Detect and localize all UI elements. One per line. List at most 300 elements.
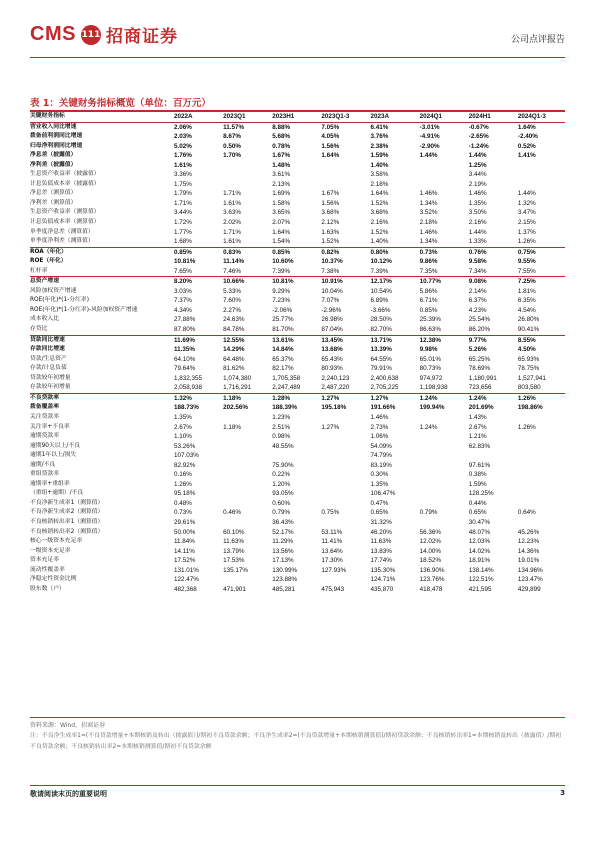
table-row [30, 287, 565, 297]
table-row [30, 518, 565, 528]
column-header-period: 2023Q1 [221, 112, 270, 122]
table-cell [516, 480, 565, 490]
table-cell: 0.76% [467, 247, 516, 257]
row-label: 单季度净利差（测算值） [30, 238, 94, 245]
column-header-period: 2023H1 [270, 112, 319, 122]
table-cell [418, 489, 467, 499]
table-cell: 2.18% [370, 180, 389, 188]
table-cell: 81.62% [223, 365, 245, 373]
table-cell: 18.52% [419, 557, 441, 565]
table-cell: 1.44% [517, 190, 536, 198]
table-cell: 124.71% [370, 576, 396, 584]
table-cell: 1.27% [369, 393, 418, 403]
table-cell: 0.75% [516, 247, 565, 257]
table-cell: 26.80% [517, 316, 540, 324]
table-cell: 138.14% [468, 566, 494, 574]
row-label: 流动性覆盖率 [30, 566, 65, 573]
table-cell: 79.91% [370, 365, 392, 373]
table-cell: -2.40% [517, 133, 538, 141]
table-cell: 435,870 [370, 585, 394, 593]
table-cell: 1.52% [321, 238, 340, 246]
table-cell: 1.28% [270, 393, 319, 403]
table-cell [221, 489, 270, 499]
row-label: 拨备覆盖率 [30, 404, 59, 411]
table-cell: 79.64% [174, 365, 196, 373]
table-cell: 28.50% [370, 316, 392, 324]
table-cell: 7.38% [321, 267, 340, 275]
table-cell: 0.80% [369, 247, 418, 257]
table-cell: 0.82% [319, 247, 368, 257]
table-cell: 4.34% [174, 306, 192, 314]
table-row [30, 451, 565, 461]
row-label: 存款/计息负债 [30, 365, 67, 372]
table-cell [221, 180, 270, 190]
table-cell [418, 499, 467, 509]
table-cell: 95.18% [174, 490, 196, 498]
table-cell: 25.54% [468, 316, 491, 324]
table-cell: 9.86% [419, 258, 438, 266]
table-row [30, 537, 565, 547]
table-cell: 0.46% [223, 509, 241, 517]
table-cell: 3.68% [321, 209, 340, 217]
table-cell: 2.16% [370, 219, 389, 227]
table-cell: 86.20% [468, 326, 491, 334]
table-cell: 1.61% [223, 199, 241, 207]
table-row [30, 267, 565, 277]
table-cell: 17.30% [321, 557, 343, 565]
table-cell: 10.77% [418, 277, 467, 287]
table-cell: 1.61% [223, 238, 241, 246]
table-cell [418, 451, 467, 461]
table-cell [221, 413, 270, 423]
table-cell: -0.67% [468, 123, 489, 131]
table-cell: 1.54% [272, 238, 291, 246]
row-label: 营业收入同比增速 [30, 123, 77, 130]
row-label: 存款较年初增量 [30, 384, 71, 391]
row-label: 逾期贷款率 [30, 433, 59, 440]
table-cell: 2.02% [223, 219, 241, 227]
table-cell: 2.14% [468, 287, 487, 295]
table-cell: -2.06% [272, 306, 293, 314]
table-cell: 1.76% [174, 152, 192, 160]
table-row [30, 199, 565, 209]
table-cell: 1.56% [321, 199, 340, 207]
table-cell: 78.69% [468, 365, 491, 373]
table-cell: 1.24% [467, 393, 516, 403]
table-cell: 10.66% [221, 277, 270, 287]
table-cell: 0.83% [221, 247, 270, 257]
table-cell: 93.05% [272, 490, 294, 498]
table-cell: 4.54% [517, 306, 536, 314]
table-cell: 3.65% [272, 209, 291, 217]
table-cell: 8.55% [516, 335, 565, 345]
table-cell: 0.65% [370, 509, 389, 517]
table-cell: 5.68% [272, 133, 291, 141]
table-cell: 25.39% [419, 316, 441, 324]
table-cell: 1.24% [418, 393, 467, 403]
row-label: 贷款较年初增量 [30, 374, 71, 381]
table-cell: 62.83% [468, 442, 491, 450]
table-row [30, 180, 565, 190]
table-cell: 52.17% [272, 528, 294, 536]
table-cell: 0.47% [370, 499, 389, 507]
table-cell: 1.68% [174, 238, 192, 246]
table-cell [319, 480, 368, 490]
row-label: 逾期率+重组率 [30, 480, 70, 487]
table-cell: 7.55% [517, 267, 536, 275]
table-cell: 202.56% [223, 404, 248, 412]
table-cell: 1.21% [468, 433, 487, 441]
table-cell: -1.24% [468, 142, 489, 150]
table-cell: 1.34% [419, 238, 438, 246]
table-row [30, 508, 565, 518]
table-cell: 0.98% [272, 433, 291, 441]
table-cell: 1.41% [517, 152, 536, 160]
table-cell: -3.01% [419, 123, 440, 131]
table-cell: 5.02% [174, 142, 192, 150]
table-cell: 2.03% [174, 133, 192, 141]
table-cell [516, 470, 565, 480]
table-cell: 6.71% [419, 297, 438, 305]
row-label: 存款同比增速 [30, 346, 65, 353]
row-label: 净息差（测算值） [30, 190, 77, 197]
table-cell: 123.47% [517, 576, 543, 584]
table-row [30, 170, 565, 180]
row-label: 股东数（户） [30, 585, 65, 592]
table-cell [516, 518, 565, 528]
table-cell: 1.10% [174, 433, 192, 441]
table-cell [319, 489, 368, 499]
table-cell: 7.35% [419, 267, 438, 275]
row-label: 拨备前利润同比增速 [30, 133, 83, 140]
table-row [30, 423, 565, 433]
row-label: 存贷比 [30, 326, 48, 333]
table-cell: 1.59% [468, 480, 487, 488]
column-header-period: 2023A [369, 112, 418, 122]
table-cell: -3.66% [370, 306, 391, 314]
table-cell: 1.64% [321, 152, 340, 160]
table-cell: 803,580 [517, 384, 541, 392]
table-cell: 2.73% [370, 423, 389, 431]
table-cell [221, 575, 270, 585]
table-cell: 1,180,991 [468, 374, 497, 382]
table-cell: 2.13% [272, 180, 291, 188]
table-cell [516, 180, 565, 190]
table-cell: 3.61% [272, 171, 291, 179]
table-cell: 1.52% [370, 228, 389, 236]
table-cell: 128.25% [468, 490, 494, 498]
table-cell: 7.65% [174, 267, 192, 275]
table-cell [516, 442, 565, 452]
table-cell: 2,487,220 [321, 384, 350, 392]
table-cell [319, 442, 368, 452]
table-cell: 12.23% [517, 538, 540, 546]
table-cell: 1.32% [172, 393, 221, 403]
table-cell: 1.44% [419, 152, 438, 160]
table-cell: 1,705,358 [272, 374, 301, 382]
table-cell: 1.26% [517, 423, 536, 431]
table-cell: 7.34% [468, 267, 487, 275]
table-cell [270, 451, 319, 461]
row-label: 风险加权资产增速 [30, 287, 77, 294]
table-cell: 83.19% [370, 461, 392, 469]
table-bottom-rule [30, 717, 565, 718]
table-cell: 1.26% [517, 238, 536, 246]
table-row [30, 306, 565, 316]
table-cell [221, 170, 270, 180]
table-cell: 14.02% [468, 547, 491, 555]
table-cell: 1.46% [419, 190, 438, 198]
table-cell: 1.34% [419, 199, 438, 207]
row-label: 关注率+不良率 [30, 423, 70, 430]
table-cell: 64.48% [223, 355, 245, 363]
table-cell: 188.39% [272, 404, 298, 412]
table-cell: 723,656 [468, 384, 492, 392]
table-cell [319, 413, 368, 423]
table-cell: 1.59% [370, 152, 389, 160]
table-cell: 9.08% [467, 277, 516, 287]
table-cell: 10.81% [270, 277, 319, 287]
table-cell: 14.11% [174, 547, 195, 555]
table-cell [516, 451, 565, 461]
table-cell: 0.48% [174, 499, 192, 507]
table-cell: 2,247,489 [272, 384, 301, 392]
table-cell: 1,832,355 [174, 374, 203, 382]
table-cell [516, 489, 565, 499]
table-cell: 122.51% [468, 576, 494, 584]
table-cell: 65.93% [517, 355, 540, 363]
table-cell: 0.73% [418, 247, 467, 257]
logo-latin-text: CMS [30, 23, 76, 45]
table-cell: -2.65% [468, 133, 489, 141]
table-cell: 9.98% [419, 346, 438, 354]
table-cell: 1.32% [517, 199, 536, 207]
table-cell [418, 442, 467, 452]
table-cell: 65.37% [272, 355, 294, 363]
column-header-period: 2024Q1 [418, 112, 467, 122]
table-cell: 7.25% [516, 277, 565, 287]
table-cell: 10.91% [319, 277, 368, 287]
table-cell: 7.37% [174, 297, 192, 305]
table-cell: 201.69% [468, 404, 494, 412]
table-cell: 5.26% [468, 346, 487, 354]
table-cell: 2.12% [321, 219, 340, 227]
table-cell: 65.01% [419, 355, 441, 363]
table-cell: 10.60% [272, 258, 294, 266]
table-cell: 64.10% [174, 355, 196, 363]
table-cell: 56.36% [419, 528, 441, 536]
table-cell: 54.09% [370, 442, 392, 450]
column-header-period: 2024H1 [467, 112, 516, 122]
table-cell: 8.67% [223, 133, 241, 141]
column-header-period: 2023Q1-3 [319, 112, 368, 122]
table-cell: 0.79% [272, 509, 291, 517]
table-row [30, 345, 565, 355]
table-cell: 81.70% [272, 326, 294, 334]
table-cell: 65.43% [321, 355, 343, 363]
table-cell: 13.61% [270, 335, 319, 345]
table-cell [319, 451, 368, 461]
table-cell: 14.29% [223, 346, 245, 354]
table-cell: 1.40% [370, 238, 389, 246]
table-cell: 13.71% [369, 335, 418, 345]
table-cell: 1.44% [468, 228, 487, 236]
table-cell: 3.44% [174, 209, 192, 217]
table-row [30, 189, 565, 199]
table-cell: 2,400,638 [370, 374, 399, 382]
table-cell [418, 180, 467, 190]
table-cell: 11.41% [321, 538, 343, 546]
table-cell [319, 432, 368, 442]
table-row [30, 208, 565, 218]
table-cell: 0.73% [174, 509, 192, 517]
table-cell: 136.90% [419, 566, 445, 574]
table-cell: 1.25% [468, 161, 487, 169]
table-cell [516, 432, 565, 442]
table-cell: 130.99% [272, 566, 298, 574]
footer-disclaimer: 敬请阅读末页的重要说明 [30, 790, 107, 798]
source-note: 资料来源：Wind，招商证券 [30, 722, 106, 729]
table-cell: 0.30% [370, 471, 389, 479]
table-row [30, 489, 565, 499]
table-row [30, 480, 565, 490]
table-cell: 106.47% [370, 490, 396, 498]
table-cell [221, 451, 270, 461]
table-cell [221, 470, 270, 480]
table-cell: 7.60% [223, 297, 241, 305]
table-cell [418, 470, 467, 480]
table-cell: 45.26% [517, 528, 540, 536]
table-row [30, 218, 565, 228]
table-cell: 10.04% [321, 287, 343, 295]
table-row [30, 547, 565, 557]
table-cell [319, 170, 368, 180]
header-divider [30, 57, 565, 58]
table-cell: 97.61% [468, 461, 491, 469]
table-cell: 0.50% [223, 142, 241, 150]
table-cell: 3.68% [370, 209, 389, 217]
table-row [30, 461, 565, 471]
table-cell: 65.25% [468, 355, 491, 363]
table-cell [319, 470, 368, 480]
table-cell: 12.38% [418, 335, 467, 345]
table-cell [516, 413, 565, 423]
table-row [30, 335, 565, 345]
table-cell: 11.29% [272, 538, 294, 546]
table-cell: 131.01% [174, 566, 199, 574]
table-cell: 9.55% [517, 258, 536, 266]
table-cell: 80.93% [321, 365, 343, 373]
table-cell: 6.37% [468, 297, 487, 305]
table-cell: 0.85% [419, 306, 438, 314]
table-cell [319, 180, 368, 190]
footer-divider [30, 785, 565, 786]
table-cell: 1.46% [419, 228, 438, 236]
table-cell: 13.64% [321, 547, 343, 555]
table-row [30, 470, 565, 480]
table-cell: 46.20% [370, 528, 392, 536]
table-cell: 18.91% [468, 557, 491, 565]
table-row [30, 161, 565, 171]
table-cell: 6.89% [370, 297, 389, 305]
table-cell: 11.57% [223, 123, 245, 131]
table-cell: 13.83% [370, 547, 392, 555]
table-cell: 1.18% [223, 423, 241, 431]
table-cell: 87.04% [321, 326, 343, 334]
table-cell: 195.18% [321, 404, 347, 412]
table-cell: 2,058,938 [174, 384, 203, 392]
table-cell [467, 451, 516, 461]
table-cell: 4.23% [468, 306, 487, 314]
table-cell: 1.35% [174, 413, 192, 421]
table-cell [418, 518, 467, 528]
table-row [30, 403, 565, 413]
table-cell: 2.18% [419, 219, 438, 227]
table-cell: 9.77% [467, 335, 516, 345]
table-cell: 26.98% [321, 316, 343, 324]
table-row [30, 247, 565, 257]
table-cell [418, 461, 467, 471]
table-cell: 1.58% [272, 199, 291, 207]
row-label: 不良净新生成率2（测算值） [30, 509, 104, 516]
table-cell [319, 499, 368, 509]
table-cell: 1.33% [468, 238, 487, 246]
table-cell: 17.53% [223, 557, 245, 565]
table-row [30, 237, 565, 247]
table-cell: 11.63% [370, 538, 392, 546]
row-label: 不良核销转出率2（测算值） [30, 528, 104, 535]
table-cell [221, 161, 270, 171]
table-cell: 418,478 [419, 585, 443, 593]
table-cell: 135.17% [223, 566, 248, 574]
row-label: 成本收入比 [30, 316, 59, 323]
table-cell: 6.41% [370, 123, 389, 131]
row-label: 不良核销转出率1（测算值） [30, 518, 104, 525]
table-cell: 1.37% [517, 228, 536, 236]
table-cell: 10.54% [370, 287, 392, 295]
table-cell: 14.00% [419, 547, 441, 555]
table-cell: 2,240,123 [321, 374, 350, 382]
table-row [30, 315, 565, 325]
table-cell [319, 161, 368, 171]
table-cell [516, 461, 565, 471]
table-cell: 0.65% [468, 509, 487, 517]
table-row [30, 499, 565, 509]
table-cell: 1.64% [517, 123, 536, 131]
logo-chinese-text: 招商证券 [105, 27, 178, 47]
row-label: 生息资产收益率（测算值） [30, 209, 100, 216]
table-cell: 1.61% [174, 161, 192, 169]
table-cell: 1.56% [321, 142, 340, 150]
table-cell: 2.07% [272, 219, 291, 227]
table-cell: 2.67% [174, 423, 192, 431]
table-cell: 3.03% [174, 287, 192, 295]
table-cell: 6.35% [517, 297, 536, 305]
table-cell [418, 480, 467, 490]
table-cell: 12.17% [369, 277, 418, 287]
row-label: 资本充足率 [30, 557, 59, 564]
table-cell: 19.01% [517, 557, 540, 565]
table-row [30, 355, 565, 365]
table-cell: 74.79% [370, 452, 392, 460]
row-label: 贷款/生息资产 [30, 355, 67, 362]
table-row [30, 585, 565, 595]
table-cell: 0.85% [172, 247, 221, 257]
table-cell: 1.44% [468, 152, 487, 160]
table-cell: 1.20% [272, 480, 291, 488]
table-cell: 1.27% [321, 423, 340, 431]
table-cell: 87.80% [174, 326, 196, 334]
